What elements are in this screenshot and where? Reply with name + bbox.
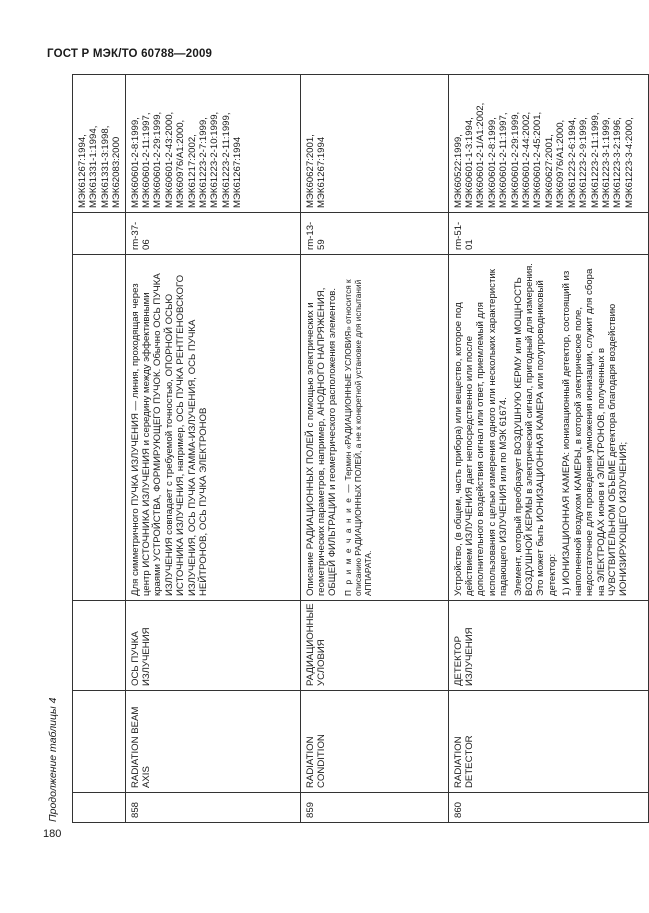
reference: МЭК61223-2-11:1999, [589, 112, 601, 208]
table-caption: Продолжение таблицы 4 [47, 697, 59, 822]
terms-table [72, 74, 649, 823]
definition-note [343, 258, 373, 596]
definition-cell [448, 255, 648, 601]
reference: МЭК61267:1994, [77, 134, 88, 208]
definition-text: Описание РАДИАЦИОННЫХ ПОЛЕЙ с помощью электрических и геометрических параметров, например, АНОДНОГО НАПРЯЖЕНИЯ, ОБЩЕЙ ФИЛЬТРАЦИИ и геометрического расположения элементов. [304, 287, 339, 596]
reference: МЭК61223-2-7:1999, [198, 117, 210, 208]
reference: МЭК60601-2-29:1999, [152, 111, 164, 208]
reference: МЭК60601-1-3:1994, [464, 117, 476, 208]
term-ru-cell: РАДИАЦИОННЫЕ УСЛОВИЯ [300, 601, 448, 691]
term-ru-cell: ОСЬ ПУЧКА ИЗЛУЧЕНИЯ [125, 601, 300, 691]
reference: МЭК60601-2-44:2002, [521, 111, 533, 208]
code-cell: rm-37-06 [125, 213, 300, 255]
term-ru-cell [73, 601, 126, 691]
definition-text-3: 1) ИОНИЗАЦИОННАЯ КАМЕРА: ионизационный детектор, состоящий из наполненной воздухом КАМЕРЫ, в которой электрическое поле, недостаточное для проведения умножения ионизации, служит для сбора на ЭЛЕКТРОДАХ ионов и ЭЛЕКТРОНОВ, полученных в ЧУВСТВИТЕЛЬНОМ ОБЪЕМЕ детектора благодаря воздействию ИОНИЗИРУЮЩЕГО ИЗЛУЧЕНИЯ; [561, 268, 630, 596]
reference: МЭК60601-2-45:2001, [532, 111, 544, 208]
reference: МЭК60601-2-43:2000, [163, 111, 175, 208]
reference: МЭК60522:1999, [452, 134, 464, 208]
definition-text: Устройство, (в общем, часть прибора) или вещество, которое под действием ИЗЛУЧЕНИЯ дает непосредственно или после дополнительного воздействия сигнал или ответ, приемлемый для использования с целью измерения одного или нескольких характеристик падающего ИЗЛУЧЕНИЯ или по МЭК 61674. [452, 269, 510, 596]
reference: МЭК61223-2-11:1999, [220, 112, 232, 208]
table-row [73, 75, 126, 823]
table-row [448, 75, 648, 823]
number-cell: 858 [125, 793, 300, 823]
reference: МЭК60976/А1:2000, [555, 119, 567, 208]
reference: МЭК61331-3:1998, [99, 125, 111, 208]
definition-cell [300, 255, 448, 601]
definition-cell [73, 255, 126, 601]
reference: МЭК61223-2-10:1999, [209, 111, 221, 208]
reference: МЭК60627:2001, [304, 134, 316, 208]
page-header: ГОСТ Р МЭК/ТО 60788—2009 [47, 48, 213, 60]
term-en-cell [73, 691, 126, 793]
reference: МЭК61267:1994 [316, 136, 328, 208]
note-label: П р и м е ч а н и е — [342, 482, 353, 596]
reference: МЭК61223-3-1:1999, [600, 117, 612, 208]
reference: МЭК62083:2000 [111, 136, 123, 208]
reference: МЭК60627:2001, [543, 134, 555, 208]
reference: МЭК61223-3-2:1996, [612, 117, 624, 208]
table-row [300, 75, 448, 823]
definition-text-2: Элемент, который преобразует ВОЗДУШНУЮ КЕРМУ или МОЩНОСТЬ ВОЗДУШНОЙ КЕРМЫ в электрический сигнал, пригодный для измерения. Это может быть ИОНИЗАЦИОННАЯ КАМЕРА или полупроводниковый детектор: [512, 263, 558, 596]
term-en-cell: RADIATION CONDITION [300, 691, 448, 793]
references-cell [448, 75, 648, 213]
page-number: 180 [43, 828, 62, 840]
number-cell [73, 793, 126, 823]
reference: МЭК61331-1:1994, [88, 125, 100, 208]
table-row [125, 75, 300, 823]
reference: МЭК60976/А1:2000, [175, 119, 187, 208]
code-cell [73, 213, 126, 255]
reference: МЭК60601-2-29:1999, [509, 111, 521, 208]
reference: МЭК61223-2-9:1999, [578, 117, 590, 208]
term-ru-cell: ДЕТЕКТОР ИЗЛУЧЕНИЯ [448, 601, 648, 691]
reference: МЭК60601-2-8:1999, [486, 117, 498, 208]
term-en-cell: RADIATION DETECTOR [448, 691, 648, 793]
code-cell: rm-13-59 [300, 213, 448, 255]
reference: МЭК61217:2002, [186, 134, 198, 208]
references-cell [73, 75, 126, 213]
note-text: Термин «РАДИАЦИОННЫЕ УСЛОВИЯ» относится к описанию РАДИАЦИОННЫХ ПОЛЕЙ, а не к конкретной установке для испытаний АППАРАТА. [342, 279, 373, 596]
terms-table-rotated [72, 75, 635, 823]
number-cell: 859 [300, 793, 448, 823]
reference: МЭК61223-3-4:2000, [623, 117, 635, 208]
term-en-cell: RADIATION BEAM AXIS [125, 691, 300, 793]
references-cell [125, 75, 300, 213]
reference: МЭК60601-2-11:1997, [141, 112, 153, 208]
reference: МЭК60601-2-1/А1:2002, [475, 102, 487, 208]
reference: МЭК61267:1994 [232, 136, 244, 208]
reference: МЭК60601-2-11:1997, [498, 112, 510, 208]
number-cell: 860 [448, 793, 648, 823]
definition-cell: Для симметричного ПУЧКА ИЗЛУЧЕНИЯ — линия, проходящая через центр ИСТОЧНИКА ИЗЛУЧЕНИЯ и середину между эффективными краями УСТРОЙСТВА, ФОРМИРУЮЩЕГО ПУЧОК. Обычно ОСЬ ПУЧКА ИЗЛУЧЕНИЯ совпадает с требуемой точностью, ОПОРНОЙ ОСЬЮ ИСТОЧНИКА ИЗЛУЧЕНИЯ, например, ОСЬ ПУЧКА РЕНТГЕНОВСКОГО ИЗЛУЧЕНИЯ, ОСЬ ПУЧКА ГАММА-ИЗЛУЧЕНИЯ, ОСЬ ПУЧКА НЕЙТРОНОВ, ОСЬ ПУЧКА ЭЛЕКТРОНОВ [125, 255, 300, 601]
reference: МЭК60601-2-8:1999, [129, 117, 141, 208]
code-cell: rm-51-01 [448, 213, 648, 255]
references-cell [300, 75, 448, 213]
reference: МЭК61223-2-6:1994, [566, 117, 578, 208]
